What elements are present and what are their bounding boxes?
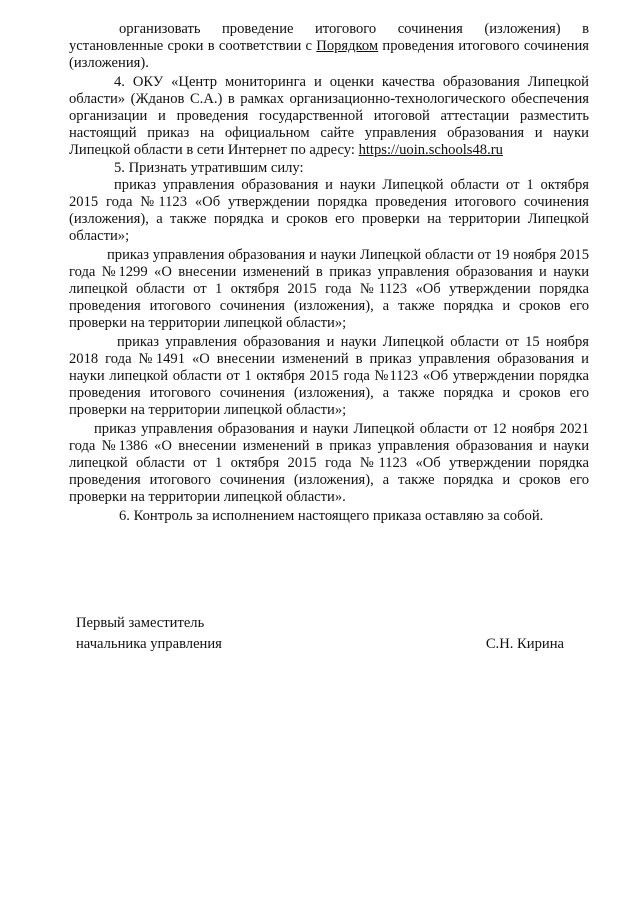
revoked-order-1: приказ управления образования и науки Липецкой области от 1 октября 2015 года №1123 «Об утверждении порядка проведения итогового сочинения (изложения), а также порядка и сроков его проверки на территории Липецкой области»; bbox=[69, 176, 589, 245]
signer-position-line-2: начальника управления bbox=[76, 636, 222, 652]
p4-text-before: 4. ОКУ «Центр мониторинга и оценки качества образования Липецкой области» (Жданов С.А.) в рамках организационно-технологического обеспечения организации и проведения государственной итоговой аттестации разместить настоящий приказ на официальном сайте управления образования и науки Липецкой области в сети Интернет по адресу: bbox=[69, 73, 589, 159]
paragraph-3-continuation bbox=[69, 21, 589, 73]
document-body bbox=[69, 21, 589, 525]
revoked-order-2: приказ управления образования и науки Липецкой области от 19 ноября 2015 года №1299 «О внесении изменений в приказ управления образования и науки липецкой области от 1 октября 2015 года №1123 «Об утверждении порядка проведения итогового сочинения (изложения), а также порядка и сроков его проверки на территории липецкой области»; bbox=[69, 246, 589, 332]
paragraph-4 bbox=[69, 74, 589, 160]
paragraph-5: 5. Признать утратившим силу: bbox=[114, 159, 304, 176]
paragraph-6: 6. Контроль за исполнением настоящего приказа оставляю за собой. bbox=[119, 507, 544, 524]
signer-name: С.Н. Кирина bbox=[485, 636, 564, 652]
revoked-order-4: приказ управления образования и науки Липецкой области от 12 ноября 2021 года №1386 «О внесении изменений в приказ управления образования и науки липецкой области от 1 октября 2015 года №1123 «Об утверждении порядка проведения итогового сочинения (изложения), а также порядка и сроков его проверки на территории липецкой области». bbox=[69, 420, 589, 506]
p1-text-before: организовать проведение итогового сочинения (изложения) в установленные сроки в соответствии с bbox=[69, 21, 589, 55]
signature-block bbox=[76, 613, 564, 655]
revoked-order-3: приказ управления образования и науки Липецкой области от 15 ноября 2018 года №1491 «О внесении изменений в приказ управления образования и науки липецкой области от 1 октября 2015 года №1123 «Об утверждении порядка проведения итогового сочинения (изложения), а также порядка и сроков его проверки на территории липецкой области»; bbox=[69, 333, 589, 419]
procedure-link[interactable]: Порядком bbox=[316, 38, 379, 55]
website-link[interactable]: https://uoin.schools48.ru bbox=[358, 142, 503, 159]
signer-position-line-1: Первый заместитель bbox=[76, 615, 205, 631]
p1-text-after: проведения итогового сочинения (изложения). bbox=[69, 38, 589, 72]
